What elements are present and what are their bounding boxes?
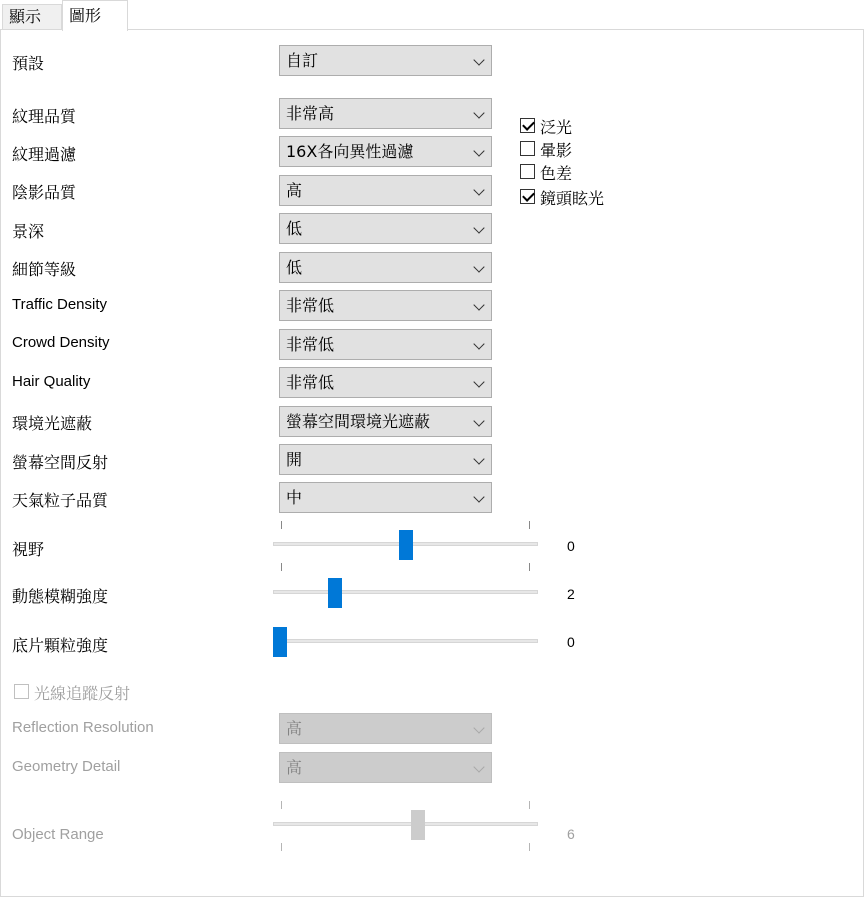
motion-blur-slider[interactable] (273, 569, 538, 619)
slider-track (273, 590, 538, 594)
traffic-density-dropdown[interactable] (279, 290, 492, 321)
shadow-quality-dropdown[interactable] (279, 175, 492, 206)
texture-quality-label: 紋理品質 (12, 107, 77, 126)
chevron-down-icon (473, 261, 484, 272)
shadow-quality-label: 陰影品質 (12, 183, 77, 202)
tab-display[interactable] (2, 4, 62, 30)
checkbox-chromatic-aberration-label: 色差 (540, 164, 573, 183)
detail-level-value: 低 (286, 258, 303, 277)
crowd-density-value: 非常低 (286, 335, 335, 354)
chevron-down-icon (473, 491, 484, 502)
texture-filter-label: 紋理過濾 (12, 145, 77, 164)
preset-label: 預設 (12, 54, 45, 73)
geometry-detail-label: Geometry Detail (12, 758, 121, 775)
object-range-value: 6 (567, 826, 575, 842)
slider-thumb[interactable] (328, 578, 342, 608)
texture-filter-dropdown[interactable] (279, 136, 492, 167)
tab-graphics[interactable] (62, 0, 128, 31)
chevron-down-icon (473, 722, 484, 733)
checkbox-lens-flare-label: 鏡頭眩光 (540, 189, 605, 208)
slider-thumb[interactable] (411, 810, 425, 840)
chevron-down-icon (473, 299, 484, 310)
checkmark-icon (522, 118, 535, 131)
detail-level-label: 細節等級 (12, 260, 77, 279)
slider-thumb[interactable] (273, 627, 287, 657)
slider-tick (529, 521, 530, 529)
shadow-quality-value: 高 (286, 181, 303, 200)
texture-quality-value: 非常高 (286, 104, 335, 123)
depth-of-field-dropdown[interactable] (279, 213, 492, 244)
preset-value: 自訂 (286, 51, 319, 70)
chevron-down-icon (473, 145, 484, 156)
weather-particles-value: 中 (286, 488, 303, 507)
chevron-down-icon (473, 107, 484, 118)
checkbox-raytracing-label: 光線追蹤反射 (34, 684, 131, 703)
checkbox-bloom-label: 泛光 (540, 118, 573, 137)
ambient-occlusion-value: 螢幕空間環境光遮蔽 (286, 412, 431, 431)
reflection-resolution-label: Reflection Resolution (12, 719, 154, 736)
checkbox-box[interactable] (520, 189, 535, 204)
checkbox-box[interactable] (520, 141, 535, 156)
weather-particles-label: 天氣粒子品質 (12, 491, 109, 510)
fov-slider[interactable] (273, 521, 538, 571)
object-range-slider[interactable] (273, 801, 538, 851)
tab-graphics-label: 圖形 (69, 6, 102, 25)
crowd-density-dropdown[interactable] (279, 329, 492, 360)
reflection-resolution-dropdown[interactable] (279, 713, 492, 744)
checkbox-box[interactable] (14, 684, 29, 699)
slider-track (273, 822, 538, 826)
crowd-density-label: Crowd Density (12, 334, 110, 351)
detail-level-dropdown[interactable] (279, 252, 492, 283)
geometry-detail-value: 高 (286, 758, 303, 777)
texture-quality-dropdown[interactable] (279, 98, 492, 129)
chevron-down-icon (473, 54, 484, 65)
chevron-down-icon (473, 761, 484, 772)
slider-tick (529, 801, 530, 809)
chevron-down-icon (473, 376, 484, 387)
slider-tick (529, 843, 530, 851)
ssr-label: 螢幕空間反射 (12, 453, 109, 472)
preset-dropdown[interactable] (279, 45, 492, 76)
hair-quality-value: 非常低 (286, 373, 335, 392)
motion-blur-value: 2 (567, 586, 575, 602)
motion-blur-label: 動態模糊強度 (12, 587, 109, 606)
checkbox-vignette-label: 暈影 (540, 141, 573, 160)
checkbox-box[interactable] (520, 118, 535, 133)
traffic-density-value: 非常低 (286, 296, 335, 315)
chevron-down-icon (473, 338, 484, 349)
depth-of-field-label: 景深 (12, 222, 45, 241)
traffic-density-label: Traffic Density (12, 296, 108, 313)
film-grain-label: 底片顆粒強度 (12, 636, 109, 655)
tab-display-label: 顯示 (9, 7, 42, 26)
slider-tick (281, 521, 282, 529)
chevron-down-icon (473, 415, 484, 426)
checkmark-icon (522, 189, 535, 202)
ambient-occlusion-label: 環境光遮蔽 (12, 414, 93, 433)
texture-filter-value: 16X各向異性過濾 (286, 142, 414, 161)
film-grain-value: 0 (567, 634, 575, 650)
slider-track (273, 639, 538, 643)
fov-label: 視野 (12, 540, 45, 559)
slider-tick (281, 801, 282, 809)
chevron-down-icon (473, 222, 484, 233)
ssr-dropdown[interactable] (279, 444, 492, 475)
reflection-resolution-value: 高 (286, 719, 303, 738)
chevron-down-icon (473, 184, 484, 195)
ssr-value: 開 (286, 450, 303, 469)
depth-of-field-value: 低 (286, 219, 303, 238)
object-range-label: Object Range (12, 826, 104, 843)
weather-particles-dropdown[interactable] (279, 482, 492, 513)
film-grain-slider[interactable] (273, 618, 538, 668)
hair-quality-label: Hair Quality (12, 373, 91, 390)
checkbox-box[interactable] (520, 164, 535, 179)
geometry-detail-dropdown[interactable] (279, 752, 492, 783)
slider-thumb[interactable] (399, 530, 413, 560)
ambient-occlusion-dropdown[interactable] (279, 406, 492, 437)
tab-bar (0, 0, 865, 30)
slider-tick (281, 843, 282, 851)
fov-value: 0 (567, 538, 575, 554)
hair-quality-dropdown[interactable] (279, 367, 492, 398)
chevron-down-icon (473, 453, 484, 464)
